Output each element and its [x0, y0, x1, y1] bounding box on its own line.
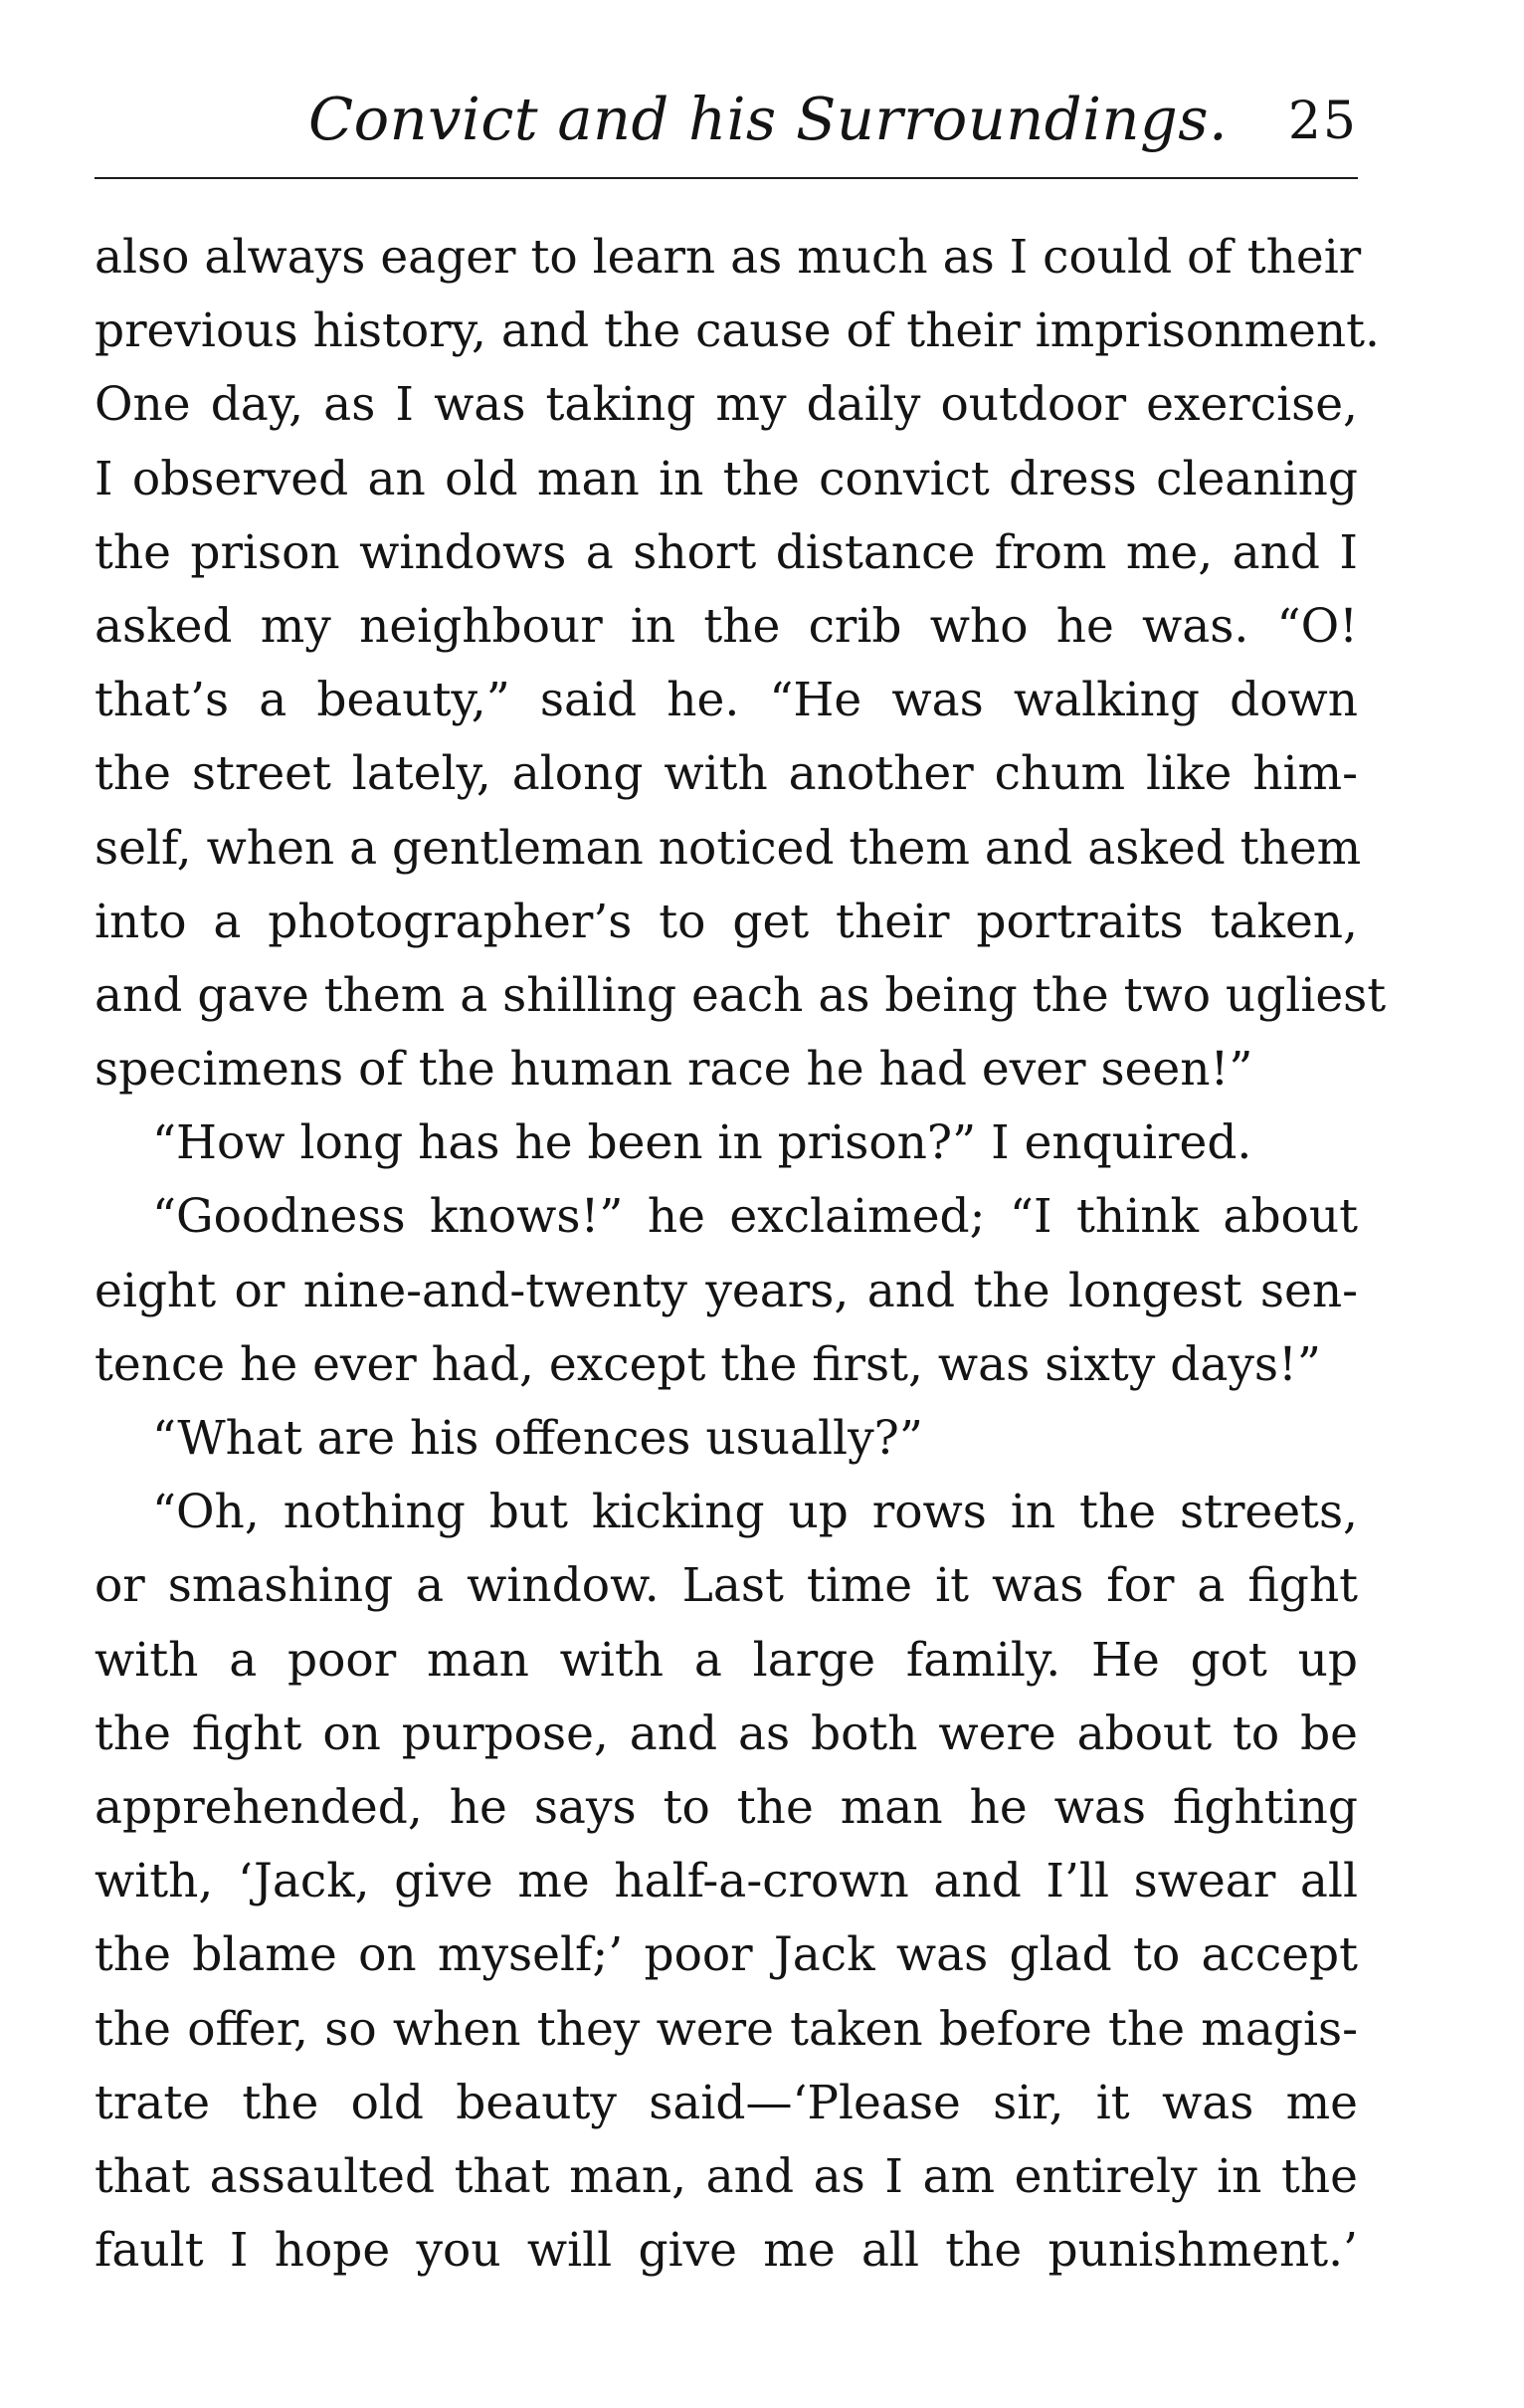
text-line: that assaulted that man, and as I am entirely in the	[95, 2148, 1358, 2204]
text-line: “What are his offences usually?”	[152, 1411, 923, 1466]
text-line: with a poor man with a large family. He got up	[95, 1632, 1358, 1688]
running-head	[95, 80, 1358, 159]
text-line: asked my neighbour in the crib who he was. “O!	[95, 598, 1358, 654]
page-number: 25	[1287, 92, 1358, 151]
text-line: fault I hope you will give me all the punishment.’	[95, 2223, 1358, 2279]
text-line: and gave them a shilling each as being the two ugliest	[95, 967, 1387, 1023]
text-line: the prison windows a short distance from me, and I	[95, 524, 1358, 580]
header-rule	[95, 177, 1358, 179]
text-line: the fight on purpose, and as both were about to be	[95, 1706, 1358, 1761]
text-line: previous history, and the cause of their imprisonment.	[95, 303, 1380, 359]
text-line: “Goodness knows!” he exclaimed; “I think about	[152, 1189, 1358, 1245]
body-text	[95, 221, 1387, 2288]
text-line: self, when a gentleman noticed them and asked them	[95, 820, 1362, 876]
text-line: apprehended, he says to the man he was fighting	[95, 1779, 1358, 1835]
text-line: I observed an old man in the convict dress cleaning	[95, 451, 1358, 506]
text-line: with, ‘Jack, give me half-a-crown and I’ll swear all	[95, 1854, 1358, 1909]
text-line: the offer, so when they were taken before the magis-	[95, 2001, 1358, 2057]
text-line: the street lately, along with another chum like him-	[95, 746, 1358, 802]
text-line: into a photographer’s to get their portraits taken,	[95, 894, 1358, 949]
text-line: the blame on myself;’ poor Jack was glad to accept	[95, 1927, 1358, 1983]
text-line: One day, as I was taking my daily outdoor exercise,	[95, 377, 1358, 433]
text-line: also always eager to learn as much as I could of their	[95, 230, 1362, 285]
text-line: or smashing a window. Last time it was for a fight	[95, 1558, 1358, 1614]
text-line: “How long has he been in prison?” I enquired.	[152, 1115, 1252, 1171]
text-line: specimens of the human race he had ever seen!”	[95, 1042, 1253, 1098]
running-head-title: Convict and his Surroundings.	[308, 85, 1229, 153]
text-line: that’s a beauty,” said he. “He was walking down	[95, 673, 1358, 728]
text-line: trate the old beauty said—‘Please sir, it was me	[95, 2075, 1358, 2130]
text-line: “Oh, nothing but kicking up rows in the streets,	[152, 1485, 1358, 1540]
text-line: tence he ever had, except the first, was sixty days!”	[95, 1336, 1321, 1392]
text-line: eight or nine-and-twenty years, and the longest sen-	[95, 1263, 1358, 1318]
